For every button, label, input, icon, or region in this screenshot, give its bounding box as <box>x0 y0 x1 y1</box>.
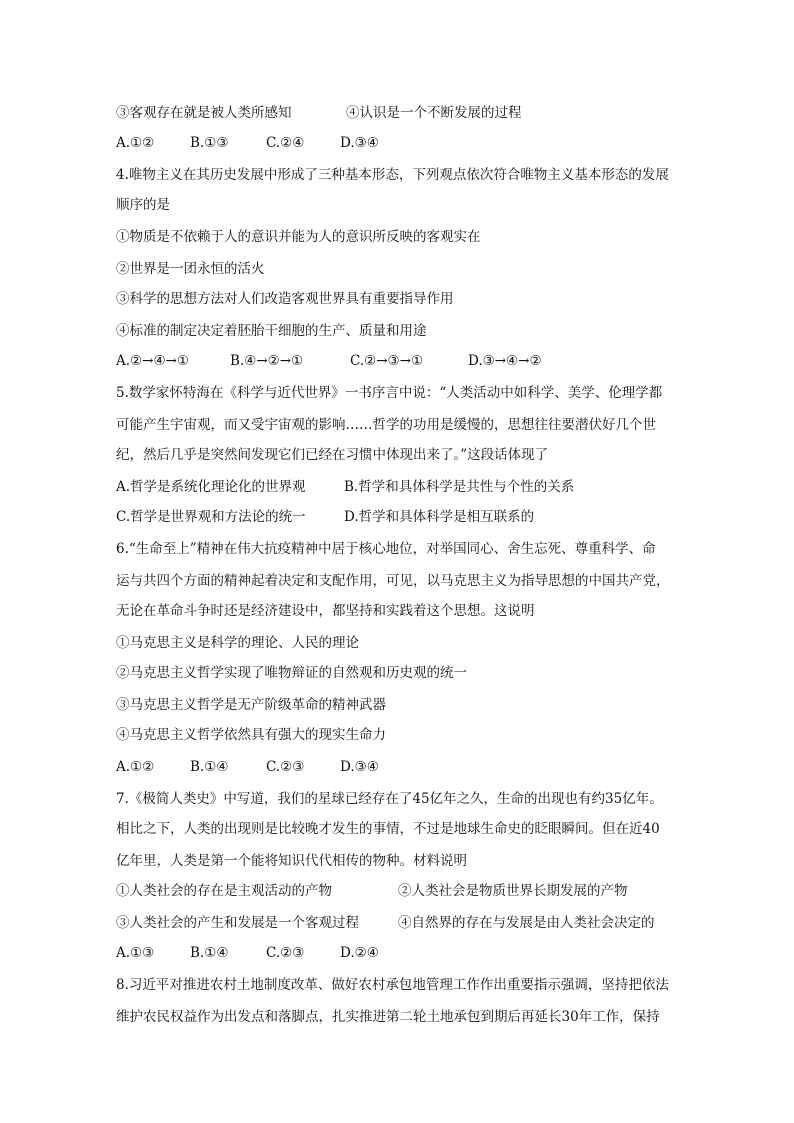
q4-option-a: A.②→④→① <box>116 353 189 369</box>
q6-option-a: A.①② <box>116 759 155 775</box>
q6-item-1: ①马克思主义是科学的理论、人民的理论 <box>116 635 359 651</box>
q4-item-2: ②世界是一团永恒的活火 <box>116 261 265 277</box>
q5-option-b: B.哲学和具体科学是共性与个性的关系 <box>344 479 575 495</box>
q6-option-c: C.②③ <box>266 759 305 775</box>
q5-option-d: D.哲学和具体科学是相互联系的 <box>344 509 535 525</box>
q4-item-4: ④标准的制定决定着胚胎干细胞的生产、质量和用途 <box>116 323 427 339</box>
q7-item-1: ①人类社会的存在是主观活动的产物 <box>116 883 332 899</box>
q6-stem-line-1: 6.“生命至上”精神在伟大抗疫精神中居于核心地位，对举国同心、舍生忘死、尊重科学、命 <box>116 541 656 557</box>
q7-option-c: C.②③ <box>266 945 305 961</box>
q7-option-b: B.①④ <box>190 945 229 961</box>
q7-stem-line-2: 相比之下，人类的出现则是比较晚才发生的事情，不过是地球生命史的眨眼瞬间。但在近40 <box>116 821 660 837</box>
q4-option-d: D.③→④→② <box>468 353 542 369</box>
q7-stem-line-3: 亿年里，人类是第一个能将知识代代相传的物种。材料说明 <box>116 853 467 869</box>
option-b: B.①③ <box>190 135 229 151</box>
q6-item-4: ④马克思主义哲学依然具有强大的现实生命力 <box>116 727 386 743</box>
q8-stem-line-1: 8.习近平对推进农村土地制度改革、做好农村承包地管理工作作出重要指示强调，坚持把依法 <box>116 977 669 993</box>
item-4: ④认识是一个不断发展的过程 <box>346 105 522 121</box>
q7-option-a: A.①③ <box>116 945 155 961</box>
q4-stem-line-1: 4.唯物主义在其历史发展中形成了三种基本形态，下列观点依次符合唯物主义基本形态的发展 <box>116 167 669 183</box>
q5-stem-line-3: 纪，然后几乎是突然间发现它们已经在习惯中体现出来了。”这段话体现了 <box>116 447 549 463</box>
q6-item-2: ②马克思主义哲学实现了唯物辩证的自然观和历史观的统一 <box>116 665 467 681</box>
q6-option-b: B.①④ <box>190 759 229 775</box>
q6-item-3: ③马克思主义哲学是无产阶级革命的精神武器 <box>116 697 386 713</box>
q6-option-d: D.③④ <box>340 759 379 775</box>
option-d: D.③④ <box>340 135 379 151</box>
q4-option-c: C.②→③→① <box>350 353 424 369</box>
option-c: C.②④ <box>266 135 305 151</box>
q7-item-3: ③人类社会的产生和发展是一个客观过程 <box>116 915 359 931</box>
q5-stem-line-2: 可能产生宇宙观，而又受宇宙观的影响……哲学的功用是缓慢的，思想往往要潜伏好几个世 <box>116 417 656 433</box>
q4-stem-line-2: 顺序的是 <box>116 197 170 213</box>
q7-stem-line-1: 7.《极简人类史》中写道，我们的星球已经存在了45亿年之久，生命的出现也有约35亿年。 <box>116 791 663 807</box>
q5-option-c: C.哲学是世界观和方法论的统一 <box>116 509 306 525</box>
option-a: A.①② <box>116 135 155 151</box>
q6-stem-line-3: 无论在革命斗争时还是经济建设中，都坚持和实践着这个思想。这说明 <box>116 603 535 619</box>
q4-item-3: ③科学的思想方法对人们改造客观世界具有重要指导作用 <box>116 291 454 307</box>
q4-item-1: ①物质是不依赖于人的意识并能为人的意识所反映的客观实在 <box>116 229 481 245</box>
q8-stem-line-2: 维护农民权益作为出发点和落脚点，扎实推进第二轮土地承包到期后再延长30年工作，保持 <box>116 1009 660 1025</box>
q4-option-b: B.④→②→① <box>230 353 304 369</box>
item-3: ③客观存在就是被人类所感知 <box>116 105 292 121</box>
q7-option-d: D.②④ <box>340 945 379 961</box>
q5-option-a: A.哲学是系统化理论化的世界观 <box>116 479 306 495</box>
q7-item-2: ②人类社会是物质世界长期发展的产物 <box>398 883 628 899</box>
q6-stem-line-2: 运与共四个方面的精神起着决定和支配作用，可见，以马克思主义为指导思想的中国共产党， <box>116 573 670 589</box>
q5-stem-line-1: 5.数学家怀特海在《科学与近代世界》一书序言中说：“人类活动中如科学、美学、伦理学都 <box>116 385 663 401</box>
q7-item-4: ④自然界的存在与发展是由人类社会决定的 <box>398 915 655 931</box>
